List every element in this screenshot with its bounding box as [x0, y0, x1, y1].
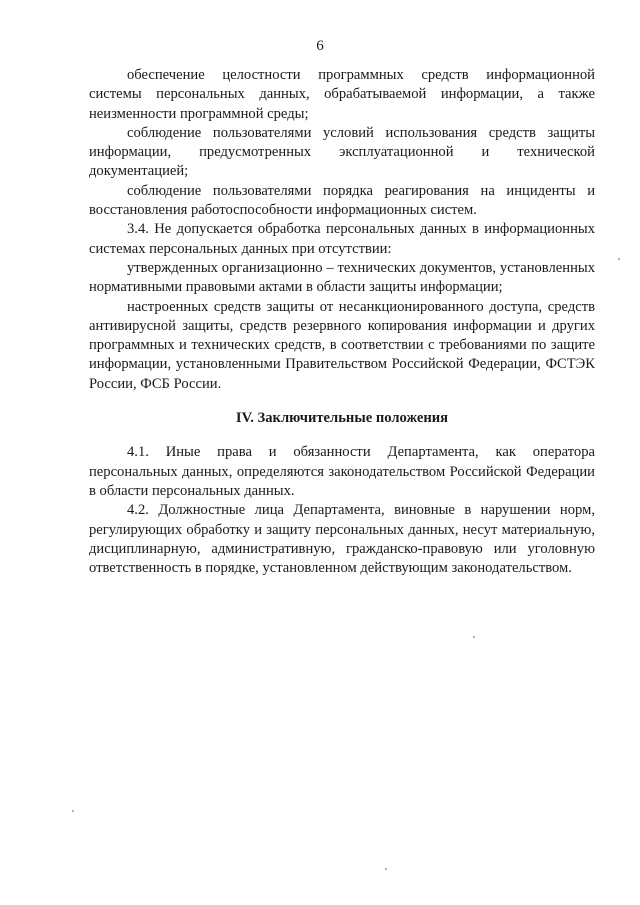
scan-speck	[385, 868, 387, 870]
scan-speck	[618, 258, 620, 260]
page-number: 6	[316, 38, 324, 54]
paragraph-4-1: 4.1. Иные права и обязанности Департамента, как оператора персональных данных, определяются законодательством Российской Федерации в области персональных данных.	[89, 444, 595, 499]
paragraph-approved-documents: утвержденных организационно – технических документов, установленных нормативными правовыми актами в области защиты информации;	[89, 259, 595, 296]
paragraph-incident-response: соблюдение пользователями порядка реагирования на инциденты и восстановления работоспособности информационных систем.	[89, 182, 595, 219]
paragraph-3-4: 3.4. Не допускается обработка персональных данных в информационных системах персональных данных при отсутствии:	[89, 221, 595, 257]
scan-speck	[72, 810, 74, 812]
section-heading: IV. Заключительные положения	[235, 410, 449, 427]
scan-speck	[473, 636, 475, 638]
paragraph-4-2: 4.2. Должностные лица Департамента, виновные в нарушении норм, регулирующих обработку и защиту персональных данных, несут материальную, дисциплинарную, административную, гражданско-правовую или уголовную ответственность в порядке, установленном действующим законодательством.	[89, 502, 595, 577]
paragraph-configured-protection: настроенных средств защиты от несанкционированного доступа, средств антивирусной защиты, средств резервного копирования информации и других программных и технических средств, в соответствии с требованиями по защите информации, установленными Правительством Российской Федерации, ФСТЭК России, ФСБ России.	[89, 298, 595, 392]
paragraph-integrity: обеспечение целостности программных средств информационной системы персональных данных, обрабатываемой информации, а также неизменности программной среды;	[89, 67, 595, 122]
paragraph-protection-conditions: соблюдение пользователями условий использования средств защиты информации, предусмотренных эксплуатационной и технической документацией;	[89, 124, 595, 180]
document-body	[89, 66, 595, 578]
